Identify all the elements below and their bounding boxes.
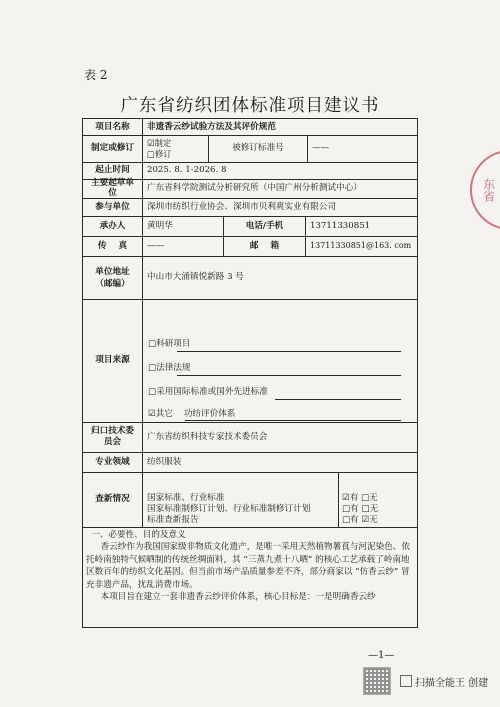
purpose-paragraph-1: 香云纱作为我国国家级非物质文化遗产，是唯一采用天然植物薯莨与河泥染色、依托岭南独特气候晒制的传统丝绸面料，其 “三蒸九煮十八晒” 的核心工艺承载了岭南地区数百年的纺织文化基因。但当前市场产品质量参差不齐，部分商家以 “仿香云纱” 冒充非遗产品，扰乱消费市场。 [86, 542, 410, 590]
scanner-watermark [400, 674, 488, 689]
participants-label: 参与单位 [95, 201, 130, 212]
contact-value: 黄明华 [147, 220, 173, 231]
project-name-label: 项目名称 [95, 121, 130, 132]
search-status-report[interactable]: □有 ☑无 [342, 515, 378, 525]
email-label: 邮 箱 [249, 240, 280, 251]
qr-code-icon [363, 667, 391, 695]
participants-value: 深圳市纺织行业协会、深圳市贝利爽实业有限公司 [147, 201, 337, 212]
search-item-plan: 国家标准制修订计划、行业标准制修订计划 [147, 504, 311, 514]
source-option-other[interactable]: ☑其它 功纺评价体系 [148, 409, 236, 419]
committee-label: 归口技术委员会 [91, 426, 134, 447]
period-value: 2025. 8. 1-2026. 8 [147, 165, 227, 176]
search-status-national[interactable]: ☑有 □无 [342, 493, 378, 503]
table-number: 表 2 [84, 68, 108, 82]
fax-label: 传 真 [97, 240, 128, 251]
search-item-report: 标准查新报告 [147, 515, 199, 525]
option-revise-checkbox[interactable]: □修订 [147, 149, 172, 159]
search-item-national: 国家标准、行业标准 [147, 493, 225, 503]
page-title: 广东省纺织团体标准项目建议书 [120, 96, 380, 116]
address-value: 中山市大涌镇悦新路 3 号 [147, 272, 244, 283]
make-or-revise-label: 制定或修订 [91, 143, 134, 154]
drafter-label: 主要起草单位 [91, 178, 134, 198]
purpose-heading: 一、必要性、目的及意义 [91, 530, 186, 540]
page-number: —1— [368, 650, 395, 661]
field-value: 纺织服装 [147, 456, 182, 467]
address-label: 单位地址（邮编） [95, 266, 130, 289]
purpose-section [86, 529, 414, 603]
field-label: 专业领域 [95, 456, 130, 467]
email-value: 13711330851@163. com [310, 241, 412, 250]
period-label: 起止时间 [95, 165, 130, 176]
contact-label: 承办人 [99, 220, 126, 231]
scanner-logo-icon [400, 675, 412, 687]
revised-standard-value: —— [312, 143, 330, 154]
search-label: 查新情况 [95, 494, 130, 505]
source-label: 项目来源 [95, 355, 130, 366]
search-status-plan[interactable]: □有 □无 [342, 504, 379, 514]
option-make-checkbox[interactable]: ☑制定 [147, 138, 172, 148]
official-seal [470, 150, 500, 230]
phone-value: 13711330851 [310, 220, 371, 231]
revised-standard-label: 被修订标准号 [232, 143, 284, 154]
project-name-value: 非遗香云纱试验方法及其评价规范 [147, 121, 276, 132]
proposal-form-table [82, 118, 418, 628]
fax-value: —— [147, 240, 165, 251]
source-option-international[interactable]: □采用国际标准或国外先进标准 [148, 387, 268, 397]
drafter-value: 广东省科学院测试分析研究所（中国广州分析测试中心） [147, 183, 362, 194]
scanner-watermark-text: 扫描全能王 创建 [415, 678, 489, 689]
source-option-research[interactable]: □科研项目 [148, 339, 191, 349]
purpose-paragraph-2: 本项目旨在建立一套非遗香云纱评价体系，核心目标是：一是明确香云纱 [100, 592, 376, 603]
seal-text: 东省 [481, 178, 496, 202]
source-option-law[interactable]: □法律法规 [148, 363, 191, 373]
committee-value: 广东省纺织科技专家技术委员会 [147, 431, 268, 442]
phone-label: 电话/手机 [245, 220, 284, 231]
